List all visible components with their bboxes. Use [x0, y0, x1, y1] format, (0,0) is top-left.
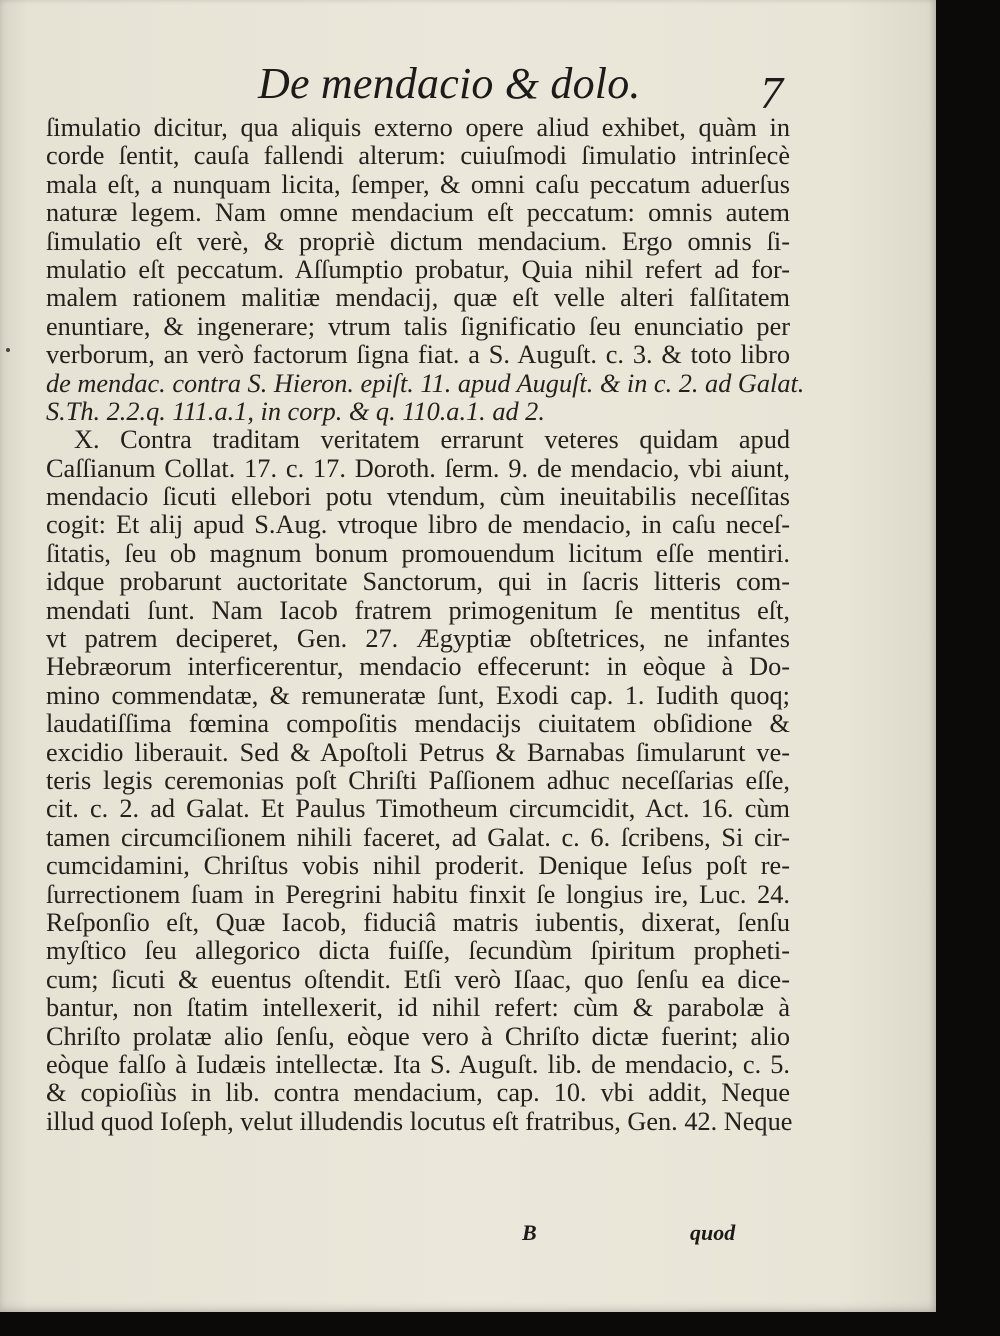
text-line: Reſponſio eſt, Quæ Iacob, fiduciâ matris iubentis, dixerat, ſenſu [46, 907, 790, 937]
text-line: Caſſianum Collat. 17. c. 17. Doroth. ſerm. 9. de mendacio, vbi aiunt, [46, 453, 790, 483]
text-line: malem rationem malitiæ mendacij, quæ eſt velle alteri falſitatem [46, 283, 790, 313]
margin-mark [6, 348, 10, 352]
running-head-title: De mendacio & dolo. [258, 59, 641, 108]
text-line: excidio liberauit. Sed & Apoſtoli Petrus & Barnabas ſimularunt ve- [46, 737, 790, 767]
text-line: X. Contra traditam veritatem errarunt veteres quidam apud [74, 425, 790, 455]
text-line: laudatiſſima fœmina compoſitis mendacijs ciuitatem obſidione & [46, 709, 790, 739]
text-line: mala eſt, a nunquam licita, ſemper, & omni caſu peccatum aduerſus [46, 169, 790, 199]
body-text [46, 113, 805, 1136]
scan-background-right [936, 0, 1000, 1336]
text-line: enuntiare, & ingenerare; vtrum talis ſignificatio ſeu enunciatio per [46, 311, 790, 341]
text-line: cogit: Et alij apud S.Aug. vtroque libro de mendacio, in caſu neceſ- [46, 510, 790, 540]
text-line: illud quod Ioſeph, velut illudendis locutus eſt fratribus, Gen. 42. Neque [46, 1106, 793, 1136]
text-line: verborum, an verò factorum ſigna fiat. a S. Auguſt. c. 3. & toto libro [46, 340, 790, 370]
text-line: idque probarunt auctoritate Sanctorum, qui in ſacris litteris com- [46, 567, 790, 597]
catchword: quod [690, 1220, 736, 1245]
text-line: ſimulatio dicitur, qua aliquis externo opere aliud exhibet, quàm in [46, 113, 790, 142]
text-line: mendati ſunt. Nam Iacob fratrem primogenitum ſe mentitus eſt, [46, 595, 790, 625]
text-line: bantur, non ſtatim intellexerit, id nihil refert: cùm & parabolæ à [46, 993, 790, 1023]
text-line: corde ſentit, cauſa fallendi alterum: cuiuſmodi ſimulatio intrinſecè [46, 141, 790, 171]
text-line: & copioſiùs in lib. contra mendacium, cap. 10. vbi addit, Neque [46, 1078, 790, 1108]
text-line: Chriſto prolatæ alio ſenſu, eòque vero à Chriſto dictæ fuerint; alio [46, 1021, 790, 1051]
scan-background-bottom [0, 1312, 1000, 1336]
text-line: cit. c. 2. ad Galat. Et Paulus Timotheum circumcidit, Act. 16. cùm [46, 794, 790, 824]
text-line: ſimulatio eſt verè, & propriè dictum mendacium. Ergo omnis ſi- [46, 226, 790, 256]
text-line: myſtico ſeu allegorico dicta fuiſſe, ſecundùm ſpiritum propheti- [46, 936, 790, 966]
text-line: naturæ legem. Nam omne mendacium eſt peccatum: omnis autem [46, 198, 790, 228]
text-line: cumcidamini, Chriſtus vobis nihil proderit. Denique Ieſus poſt re- [46, 851, 790, 881]
text-line: de mendac. contra S. Hieron. epiſt. 11. apud Auguſt. & in c. 2. ad Galat. [46, 368, 805, 398]
text-line: ſurrectionem ſuam in Peregrini habitu finxit ſe longius ire, Luc. 24. [46, 879, 790, 909]
text-line: S.Th. 2.2.q. 111.a.1, in corp. & q. 110.a.1. ad 2. [46, 396, 545, 426]
text-line: mulatio eſt peccatum. Aſſumptio probatur, Quia nihil refert ad for- [46, 254, 790, 284]
text-line: ſitatis, ſeu ob magnum bonum promouendum licitum eſſe mentiri. [46, 538, 790, 568]
text-line: mendacio ſicuti ellebori potu vtendum, cùm ineuitabilis neceſſitas [46, 482, 790, 512]
text-line: eòque falſo à Iudæis intellectæ. Ita S. Auguſt. lib. de mendacio, c. 5. [46, 1049, 790, 1079]
page-number: 7 [760, 67, 783, 118]
text-line: vt patrem deciperet, Gen. 27. Ægyptiæ obſtetrices, ne infantes [46, 624, 790, 654]
text-line: teris legis ceremonias poſt Chriſti Paſſionem adhuc neceſſarias eſſe, [46, 765, 790, 795]
signature-mark: B [522, 1220, 537, 1245]
text-line: tamen circumciſionem nihili faceret, ad Galat. c. 6. ſcribens, Si cir- [46, 822, 790, 852]
text-line: cum; ſicuti & euentus oſtendit. Etſi verò Iſaac, quo ſenſu ea dice- [46, 964, 790, 994]
text-line: mino commendatæ, & remuneratæ ſunt, Exodi cap. 1. Iudith quoq; [46, 680, 790, 710]
text-line: Hebræorum interficerentur, mendacio effecerunt: in eòque à Do- [46, 652, 790, 682]
